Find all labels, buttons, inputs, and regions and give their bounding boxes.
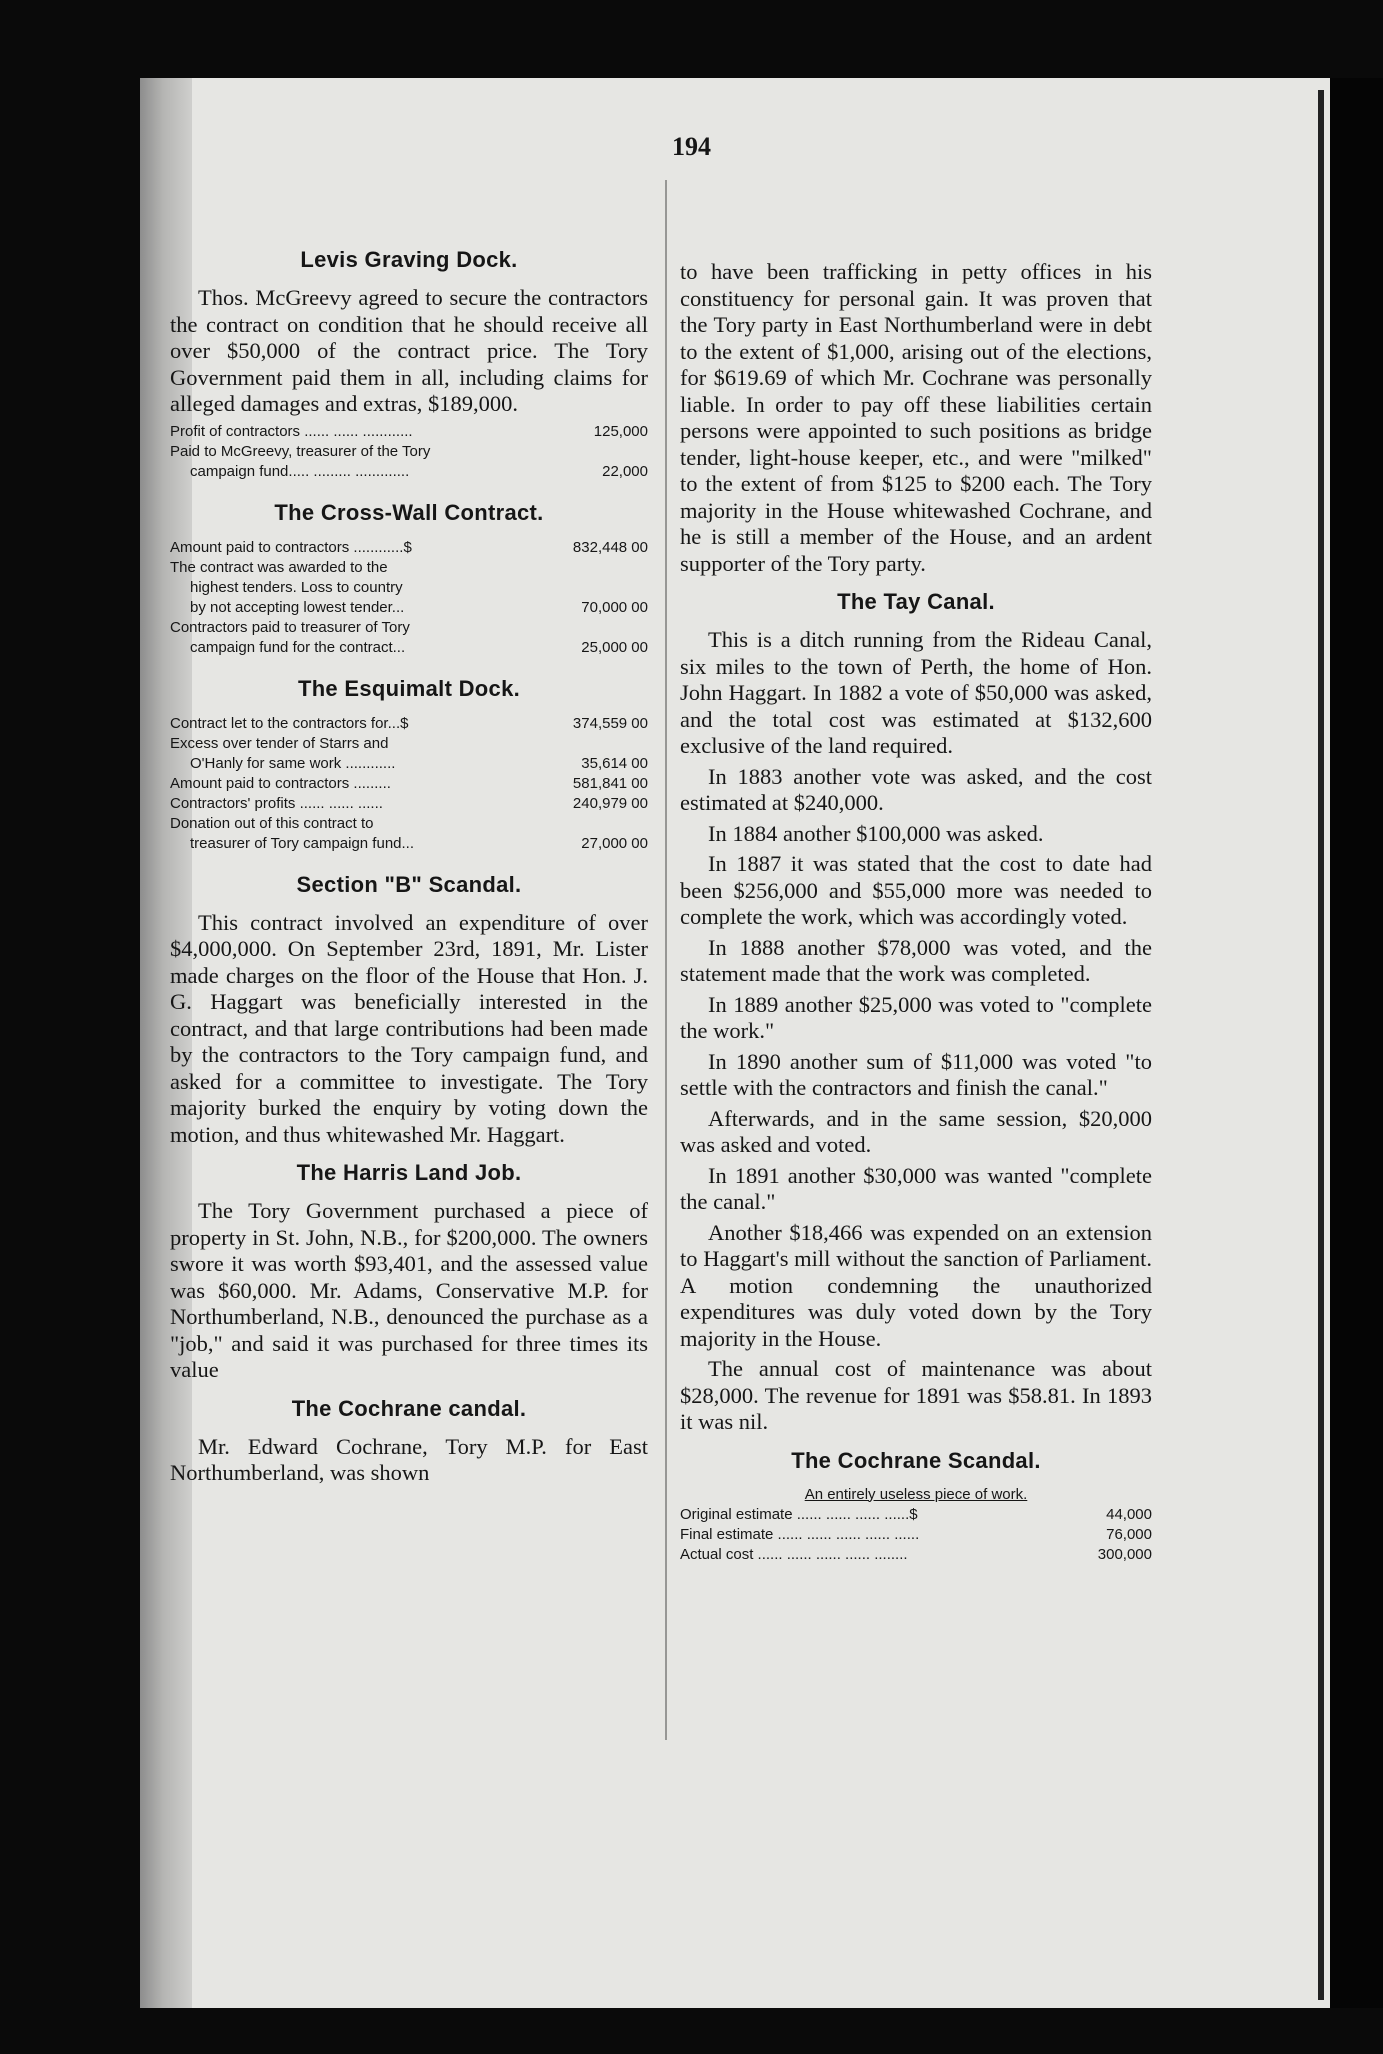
ledger-row	[680, 1545, 1152, 1565]
ledger-value: 22,000	[602, 462, 648, 480]
ledger-label: Original estimate ...... ...... ...... ......$	[680, 1505, 918, 1523]
paragraph: In 1890 another sum of $11,000 was voted "to settle with the contractors and finish the canal."	[680, 1048, 1152, 1100]
paragraph: Another $18,466 was expended on an extension to Haggart's mill without the sanction of Parliament. A motion condemning the unauthorized expenditures was duly voted down by the Tory majority in the House.	[680, 1219, 1152, 1351]
ledger-row	[170, 834, 648, 854]
ledger-label: Contractors' profits ...... ...... ......	[170, 794, 383, 812]
ledger-row	[170, 442, 648, 462]
ledger-table	[680, 1505, 1152, 1565]
ledger-row	[680, 1525, 1152, 1545]
ledger-value: 76,000	[1106, 1525, 1152, 1543]
section-heading: The Tay Canal.	[837, 589, 995, 614]
ledger-table	[170, 538, 648, 658]
ledger-label: Profit of contractors ...... ...... ............	[170, 422, 413, 440]
ledger-value: 581,841 00	[572, 774, 648, 792]
ledger-row	[170, 578, 648, 598]
ledger-value: 25,000 00	[581, 638, 648, 656]
paragraph: In 1889 another $25,000 was voted to "complete the work."	[680, 991, 1152, 1043]
paragraph: Afterwards, and in the same session, $20,000 was asked and voted.	[680, 1105, 1152, 1157]
section-heading: The Harris Land Job.	[296, 1160, 522, 1185]
ledger-label: Amount paid to contractors ............$	[170, 538, 412, 556]
paragraph: Mr. Edward Cochrane, Tory M.P. for East Northumberland, was shown	[170, 1433, 648, 1485]
ledger-value: 125,000	[593, 422, 648, 440]
ledger-row	[170, 598, 648, 618]
paragraph: The annual cost of maintenance was about $28,000. The revenue for 1891 was $58.81. In 1893 it was nil.	[680, 1356, 1152, 1434]
right-column	[680, 175, 1152, 1565]
section-heading: The Cochrane candal.	[291, 1395, 527, 1421]
page-number: 194	[672, 132, 711, 161]
ledger-label: Paid to McGreevy, treasurer of the Tory	[170, 442, 431, 460]
section-heading: Levis Graving Dock.	[300, 247, 518, 272]
ledger-row	[170, 794, 648, 814]
ledger-row	[170, 558, 648, 578]
section-heading: The Cochrane Scandal.	[791, 1447, 1041, 1473]
ledger-row	[170, 774, 648, 794]
section-heading: The Cross-Wall Contract.	[274, 499, 544, 525]
ledger-label: Donation out of this contract to	[170, 814, 374, 832]
paragraph: In 1887 it was stated that the cost to date had been $256,000 and $55,000 more was needed to complete the work, which was accordingly voted.	[680, 851, 1152, 929]
ledger-label: treasurer of Tory campaign fund...	[190, 834, 415, 852]
ledger-row	[170, 618, 648, 638]
ledger-value: 70,000 00	[581, 598, 648, 616]
ledger-row	[170, 422, 648, 442]
ledger-value: 44,000	[1106, 1505, 1152, 1523]
paragraph: The Tory Government purchased a piece of property in St. John, N.B., for $200,000. The owners swore it was worth $93,401, and the assessed value was $60,000. Mr. Adams, Conservative M.P. for Northumberland, N.B., denounced the purchase as a "job," and said it was purchased for three times its value	[170, 1198, 648, 1382]
ledger-label: Excess over tender of Starrs and	[170, 734, 389, 752]
ledger-label: highest tenders. Loss to country	[190, 578, 403, 596]
ledger-value: 35,614 00	[581, 754, 648, 772]
ledger-row	[170, 638, 648, 658]
ledger-label: by not accepting lowest tender...	[190, 598, 405, 616]
ledger-row	[170, 734, 648, 754]
paragraph: This contract involved an expenditure of over $4,000,000. On September 23rd, 1891, Mr. Lister made charges on the floor of the House that Hon. J. G. Haggart was beneficially interested in the contract, and that large contributions had been made by the contractors to the Tory campaign fund, and asked for a committee to investigate. The Tory majority burked the enquiry by voting down the motion, and thus whitewashed Mr. Haggart.	[170, 909, 648, 1147]
ledger-value: 832,448 00	[572, 538, 648, 556]
paragraph: In 1883 another vote was asked, and the cost estimated at $240,000.	[680, 763, 1152, 815]
ledger-value: 374,559 00	[572, 714, 648, 732]
ledger-label: Final estimate ...... ...... ...... ...... ......	[680, 1525, 920, 1543]
ledger-value: 300,000	[1097, 1545, 1152, 1563]
ledger-label: Amount paid to contractors .........	[170, 774, 391, 792]
ledger-row	[170, 714, 648, 734]
ledger-label: Contract let to the contractors for...$	[170, 714, 409, 732]
ledger-row	[170, 462, 648, 482]
paragraph: This is a ditch running from the Rideau Canal, six miles to the town of Perth, the home of Hon. John Haggart. In 1882 a vote of $50,000 was asked, and the total cost was estimated at $132,600 exclusive of the land required.	[680, 627, 1152, 758]
dark-margin	[1330, 78, 1383, 2008]
paragraph: In 1888 another $78,000 was voted, and the statement made that the work was completed.	[680, 934, 1152, 986]
paragraph: In 1891 another $30,000 was wanted "complete the canal."	[680, 1162, 1152, 1214]
ledger-label: Actual cost ...... ...... ...... ...... ........	[680, 1545, 908, 1563]
page-edge	[1318, 90, 1324, 2000]
ledger-label: campaign fund..... ......... .............	[190, 462, 410, 480]
ledger-row	[170, 538, 648, 558]
ledger-row	[680, 1505, 1152, 1525]
paragraph: to have been trafficking in petty offices in his constituency for personal gain. It was proven that the Tory party in East Northumberland were in debt to the extent of $1,000, arising out of the elections, for $619.69 of which Mr. Cochrane was personally liable. In order to pay off these liabilities certain persons were appointed to such positions as bridge tender, light-house keeper, etc., and were "milked" to the extent of from $125 to $200 each. The Tory majority in the House whitewashed Cochrane, and he is still a member of the House, and an ardent supporter of the Tory party.	[680, 259, 1152, 576]
paragraph: In 1884 another $100,000 was asked.	[708, 820, 1044, 846]
left-column	[170, 175, 648, 1491]
ledger-table	[170, 714, 648, 854]
ledger-row	[170, 754, 648, 774]
ledger-label: O'Hanly for same work ............	[190, 754, 396, 772]
ledger-label: The contract was awarded to the	[170, 558, 388, 576]
ledger-row	[170, 814, 648, 834]
column-divider	[665, 180, 667, 1740]
ledger-value: 27,000 00	[581, 834, 648, 852]
ledger-table	[170, 422, 648, 482]
ledger-label: Contractors paid to treasurer of Tory	[170, 618, 410, 636]
ledger-value: 240,979 00	[572, 794, 648, 812]
section-heading: The Esquimalt Dock.	[297, 675, 521, 701]
subheading: An entirely useless piece of work.	[804, 1485, 1028, 1503]
ledger-label: campaign fund for the contract...	[190, 638, 406, 656]
section-heading: Section "B" Scandal.	[296, 871, 522, 897]
paragraph: Thos. McGreevy agreed to secure the contractors the contract on condition that he should receive all over $50,000 of the contract price. The Tory Government paid them in all, including claims for alleged damages and extras, $189,000.	[170, 285, 648, 416]
